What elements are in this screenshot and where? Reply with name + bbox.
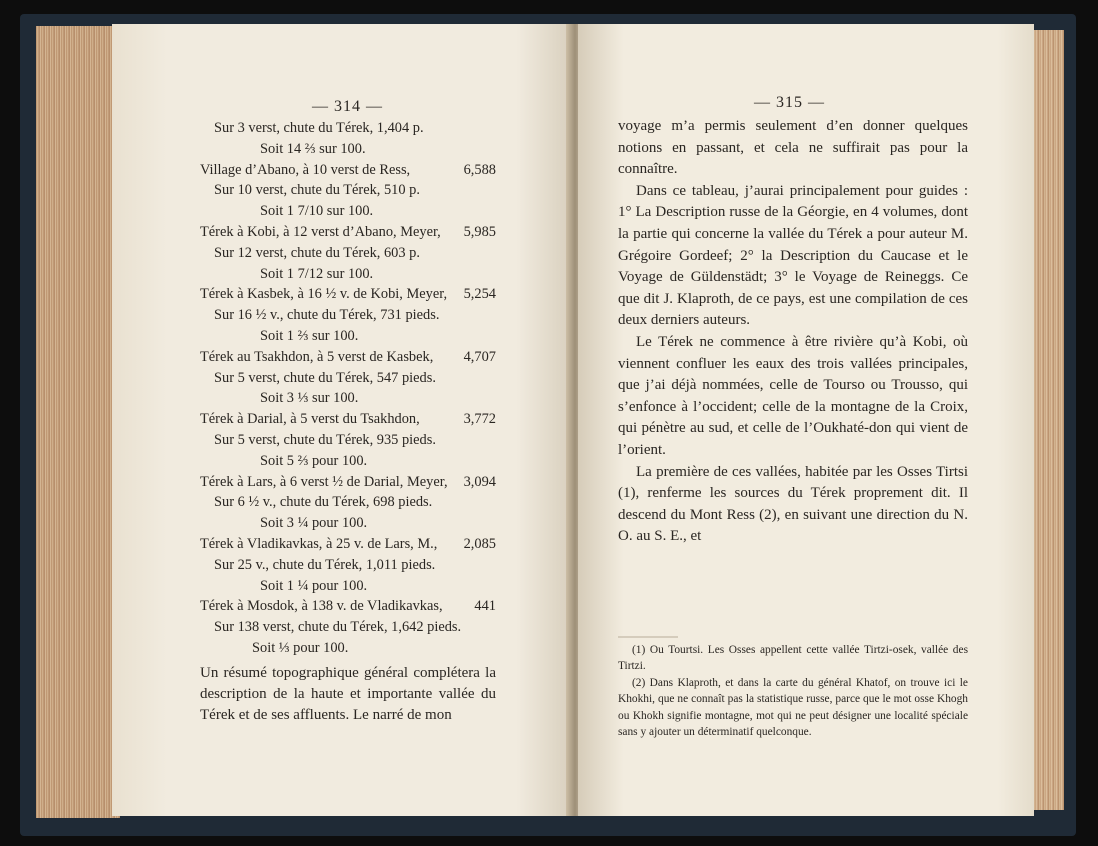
page-edges-left <box>36 26 120 818</box>
table-row: Sur 5 verst, chute du Térek, 547 pieds. <box>214 369 436 386</box>
table-row: Sur 10 verst, chute du Térek, 510 p. <box>214 182 420 199</box>
table-row: Térek à Lars, à 6 verst ½ de Darial, Meyer, 3,094 <box>200 473 496 490</box>
table-row: Térek à Vladikavkas, à 25 v. de Lars, M., 2,085 <box>200 535 496 552</box>
right-page <box>578 24 1034 816</box>
table-row: Soit 1 ⅔ sur 100. <box>260 327 359 344</box>
table-row: Village d’Abano, à 10 verst de Ress, 6,588 <box>200 161 496 178</box>
table-row: Soit 5 ⅔ pour 100. <box>260 452 368 469</box>
paragraph: voyage m’a permis seulement d’en donner quelques notions en passant, et cela ne suffirait pas pour la connaître. <box>618 118 968 178</box>
table-row: Soit 1 ¼ pour 100. <box>260 577 368 594</box>
page-number-right: — 315 — <box>754 94 825 111</box>
table-row: Térek à Kasbek, à 16 ½ v. de Kobi, Meyer, 5,254 <box>200 286 496 303</box>
table-row: Sur 138 verst, chute du Térek, 1,642 pieds. <box>214 619 462 636</box>
table-row: Térek à Mosdok, à 138 v. de Vladikavkas, 441 <box>200 598 496 615</box>
table-row: Térek à Darial, à 5 verst du Tsakhdon, 3,772 <box>200 411 496 428</box>
table-row: Sur 6 ½ v., chute du Térek, 698 pieds. <box>214 494 433 511</box>
footnote-divider <box>618 636 968 638</box>
footnote: (2) Dans Klaproth, et dans la carte du général Khatof, on trouve ici le Khokhi, que ne connaît pas la statistique russe, parce que le mot osse Khogh ou Khokh signifie montagne, mot qui ne peut désigner une localité spéciale sans y ajouter un déterminatif quelconque. <box>618 676 968 739</box>
table-row: Sur 16 ½ v., chute du Térek, 731 pieds. <box>214 307 440 324</box>
table-row: Sur 25 v., chute du Térek, 1,011 pieds. <box>214 556 436 573</box>
table-row: Soit 1 7/10 sur 100. <box>260 203 374 220</box>
table-row: Soit ⅓ pour 100. <box>252 639 349 656</box>
table-row: Térek au Tsakhdon, à 5 verst de Kasbek, 4,707 <box>200 348 496 365</box>
table-row: Térek à Kobi, à 12 verst d’Abano, Meyer, 5,985 <box>200 223 496 240</box>
left-page <box>112 24 572 816</box>
table-row: Soit 3 ⅓ sur 100. <box>260 390 359 407</box>
footnotes <box>618 642 968 740</box>
paragraph: La première de ces vallées, habitée par les Osses Tirtsi (1), renferme les sources du Térek proprement dit. Il descend du Mont Ress (2), en suivant une direction du N. O. au S. E., et <box>618 463 968 545</box>
footnote: (1) Ou Tourtsi. Les Osses appellent cette vallée Tirtzi-osek, vallée des Tirtzi. <box>618 644 968 673</box>
altitude-table <box>200 118 496 726</box>
table-row: Soit 14 ⅔ sur 100. <box>260 140 366 157</box>
body-text <box>618 116 968 548</box>
closing-paragraph: Un résumé topographique général complétera la description de la haute et importante vallée du Térek et de ses affluents. Le narré de mon <box>200 664 496 723</box>
paragraph: Dans ce tableau, j’aurai principalement pour guides : 1° La Description russe de la Géorgie, en 4 volumes, dont la partie qui concerne la vallée du Térek a pour auteur M. Grégoire Gordeef; 2° la Description du Caucase et le Voyage de Güldenstädt; 3° le Voyage de Reineggs. Ce que dit J. Klaproth, de ce pays, est une compilation de ces deux derniers auteurs. <box>618 182 968 329</box>
page-number-left: — 314 — <box>312 98 383 115</box>
table-row: Soit 3 ¼ pour 100. <box>260 515 368 532</box>
paragraph: Le Térek ne commence à être rivière qu’à Kobi, où viennent confluer les eaux des trois vallées principales, que j’ai déjà nommées, celle de Tourso ou Trousso, qui s’enfonce à l’occident; celle de la montagne de la Croix, qui pénètre au sud, et celle de l’Oukhaté-don qui vient de l’orient. <box>618 333 968 458</box>
page-edges-right <box>1030 30 1064 810</box>
table-row: Soit 1 7/12 sur 100. <box>260 265 374 282</box>
table-row: Sur 3 verst, chute du Térek, 1,404 p. <box>214 120 424 136</box>
table-row: Sur 5 verst, chute du Térek, 935 pieds. <box>214 431 436 448</box>
table-row: Sur 12 verst, chute du Térek, 603 p. <box>214 244 420 261</box>
